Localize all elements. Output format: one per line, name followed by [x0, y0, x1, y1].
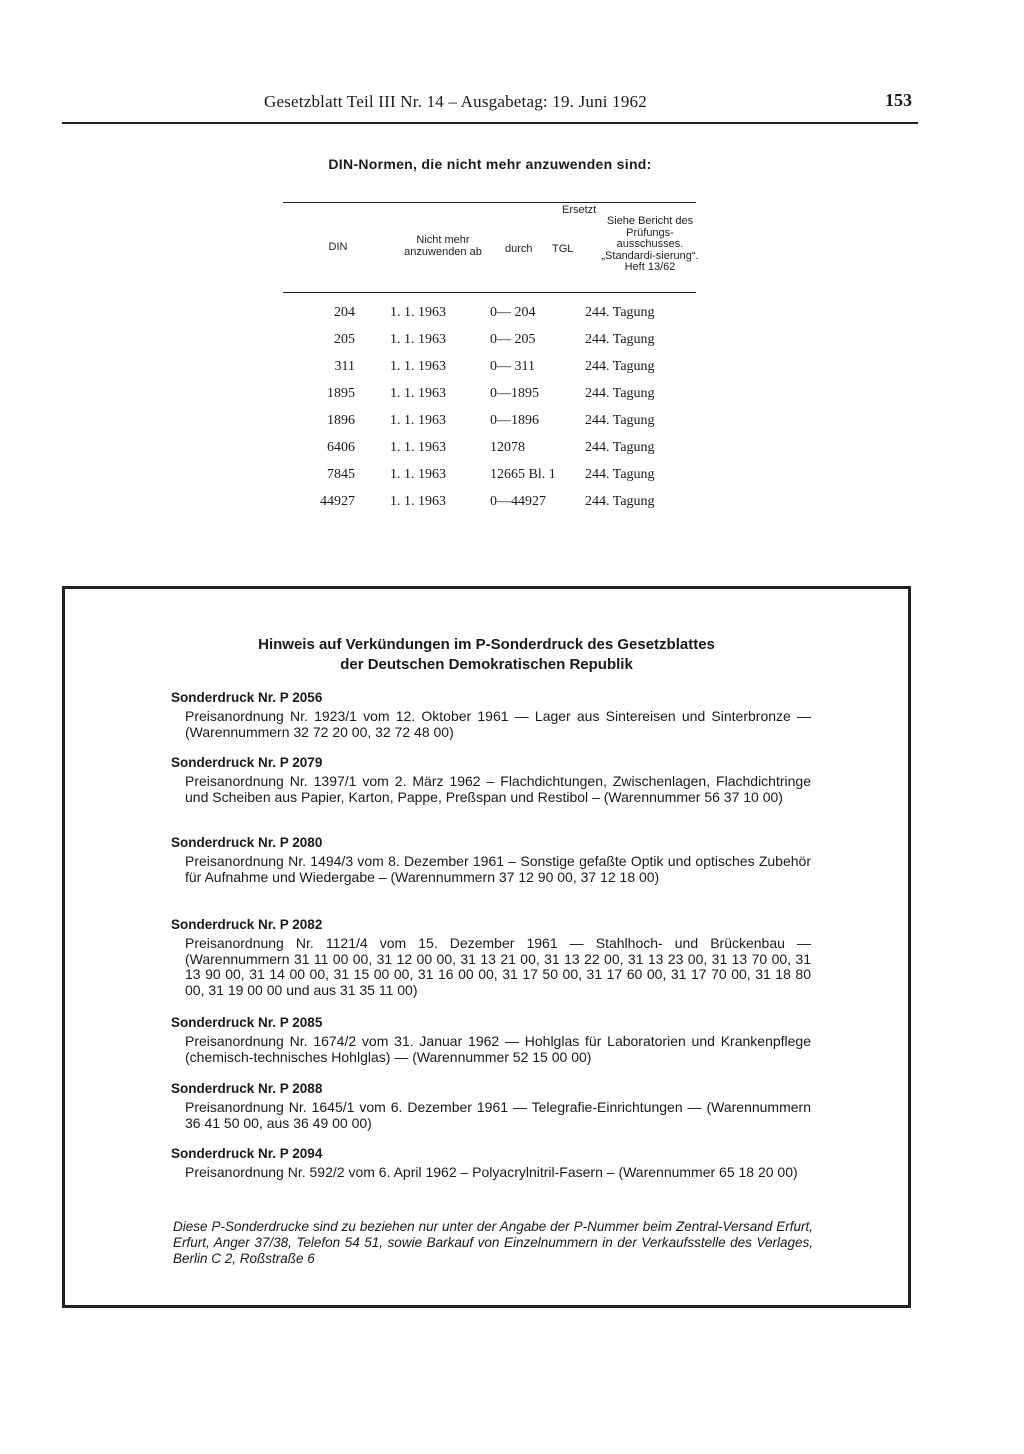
entry-heading: Sonderdruck Nr. P 2094	[171, 1146, 323, 1161]
column-header-bericht: Siehe Bericht des Prüfungs-ausschusses. „Standardi-sierung“. Heft 13/62	[601, 215, 699, 273]
column-header-nicht-mehr: Nicht mehr anzuwenden ab	[404, 234, 482, 258]
entry-heading: Sonderdruck Nr. P 2082	[171, 917, 323, 932]
entry-heading: Sonderdruck Nr. P 2085	[171, 1015, 323, 1030]
table-row	[0, 332, 1024, 358]
cell-din: 44927	[320, 494, 355, 509]
table-row	[0, 467, 1024, 493]
table-header-rule	[283, 292, 696, 293]
table-row	[0, 413, 1024, 439]
column-header-ersetzt: Ersetzt	[562, 204, 597, 216]
entry-text: Preisanordnung Nr. 592/2 vom 6. April 1962 – Polyacrylnitril-Fasern – (Warennummer 65 18 20 00)	[185, 1164, 798, 1180]
cell-date: 1. 1. 1963	[390, 386, 446, 401]
entry-heading: Sonderdruck Nr. P 2088	[171, 1081, 323, 1096]
cell-date: 1. 1. 1963	[390, 440, 446, 455]
cell-tgl: 0—1895	[490, 386, 539, 401]
page-number: 153	[885, 90, 912, 110]
column-header-durch: durch	[505, 243, 533, 255]
table-row	[0, 494, 1024, 520]
cell-bericht: 244. Tagung	[585, 359, 655, 374]
cell-bericht: 244. Tagung	[585, 440, 655, 455]
ordering-note: Diese P-Sonderdrucke sind zu beziehen nur unter der Angabe der P-Nummer beim Zentral-Versand Erfurt, Erfurt, Anger 37/38, Telefon 54 51, sowie Barkauf von Einzelnummern in der Verkaufsstelle des Verlages, Berlin C 2, Roßstraße 6	[173, 1219, 813, 1266]
notice-box	[62, 586, 911, 1308]
page-header	[62, 90, 918, 124]
cell-din: 205	[334, 332, 355, 347]
column-header-tgl: TGL	[552, 243, 574, 255]
cell-date: 1. 1. 1963	[390, 413, 446, 428]
cell-tgl: 0—44927	[490, 494, 546, 509]
entry-text: Preisanordnung Nr. 1397/1 vom 2. März 1962 – Flachdichtungen, Zwischenlagen, Flachdichtringe und Scheiben aus Papier, Karton, Pappe, Preßspan und Restibol – (Warennummer 56 37 10 00)	[185, 773, 811, 805]
cell-tgl: 12665 Bl. 1	[490, 467, 556, 482]
cell-bericht: 244. Tagung	[585, 386, 655, 401]
table-title: DIN-Normen, die nicht mehr anzuwenden sind:	[328, 156, 652, 172]
notice-title-line-1: Hinweis auf Verkündungen im P-Sonderdruck des Gesetzblattes	[258, 636, 715, 653]
notice-entry	[171, 1146, 811, 1181]
cell-bericht: 244. Tagung	[585, 467, 655, 482]
cell-din: 1895	[327, 386, 355, 401]
cell-tgl: 0— 204	[490, 305, 536, 320]
entry-text: Preisanordnung Nr. 1494/3 vom 8. Dezember 1961 – Sonstige gefaßte Optik und optisches Zubehör für Aufnahme und Wiedergabe – (Warennummern 37 12 90 00, 37 12 18 00)	[185, 853, 811, 885]
entry-text: Preisanordnung Nr. 1923/1 vom 12. Oktober 1961 — Lager aus Sintereisen und Sinterbronze — (Warennummern 32 72 20 00, 32 72 48 00)	[185, 708, 811, 740]
notice-entry	[171, 917, 811, 998]
notice-entry	[171, 835, 811, 885]
table-row	[0, 359, 1024, 385]
notice-entry	[171, 1015, 811, 1065]
header-title: Gesetzblatt Teil III Nr. 14 – Ausgabetag: 19. Juni 1962	[264, 92, 647, 111]
entry-heading: Sonderdruck Nr. P 2056	[171, 690, 323, 705]
cell-date: 1. 1. 1963	[390, 494, 446, 509]
notice-entry	[171, 1081, 811, 1131]
cell-din: 204	[334, 305, 355, 320]
cell-din: 6406	[327, 440, 355, 455]
notice-title-line-2: der Deutschen Demokratischen Republik	[340, 656, 633, 673]
cell-tgl: 0—1896	[490, 413, 539, 428]
notice-title	[65, 635, 908, 675]
cell-bericht: 244. Tagung	[585, 332, 655, 347]
cell-din: 1896	[327, 413, 355, 428]
entry-heading: Sonderdruck Nr. P 2080	[171, 835, 323, 850]
cell-tgl: 0— 205	[490, 332, 536, 347]
entry-text: Preisanordnung Nr. 1121/4 vom 15. Dezember 1961 — Stahlhoch- und Brückenbau — (Warennummern 31 11 00 00, 31 12 00 00, 31 13 21 00, 31 13 22 00, 31 13 23 00, 31 13 70 00, 31 13 90 00, 31 14 00 00, 31 15 00 00, 31 16 00 00, 31 17 50 00, 31 17 60 00, 31 17 70 00, 31 18 80 00, 31 19 00 00 und aus 31 35 11 00)	[185, 935, 811, 998]
column-header-din: DIN	[328, 241, 348, 253]
cell-din: 311	[334, 359, 355, 374]
cell-tgl: 12078	[490, 440, 525, 455]
cell-date: 1. 1. 1963	[390, 467, 446, 482]
cell-bericht: 244. Tagung	[585, 305, 655, 320]
entry-text: Preisanordnung Nr. 1674/2 vom 31. Januar 1962 — Hohlglas für Laboratorien und Krankenpflege (chemisch-technisches Hohlglas) — (Warennummer 52 15 00 00)	[185, 1033, 811, 1065]
cell-date: 1. 1. 1963	[390, 305, 446, 320]
table-row	[0, 440, 1024, 466]
cell-date: 1. 1. 1963	[390, 359, 446, 374]
entry-text: Preisanordnung Nr. 1645/1 vom 6. Dezember 1961 — Telegrafie-Einrichtungen — (Warennummern 36 41 50 00, aus 36 49 00 00)	[185, 1099, 811, 1131]
table-row	[0, 386, 1024, 412]
notice-entry	[171, 755, 811, 805]
cell-bericht: 244. Tagung	[585, 413, 655, 428]
notice-entry	[171, 690, 811, 740]
table-row	[0, 305, 1024, 331]
entry-heading: Sonderdruck Nr. P 2079	[171, 755, 323, 770]
cell-bericht: 244. Tagung	[585, 494, 655, 509]
cell-date: 1. 1. 1963	[390, 332, 446, 347]
table-top-rule	[283, 202, 696, 203]
cell-din: 7845	[327, 467, 355, 482]
cell-tgl: 0— 311	[490, 359, 535, 374]
